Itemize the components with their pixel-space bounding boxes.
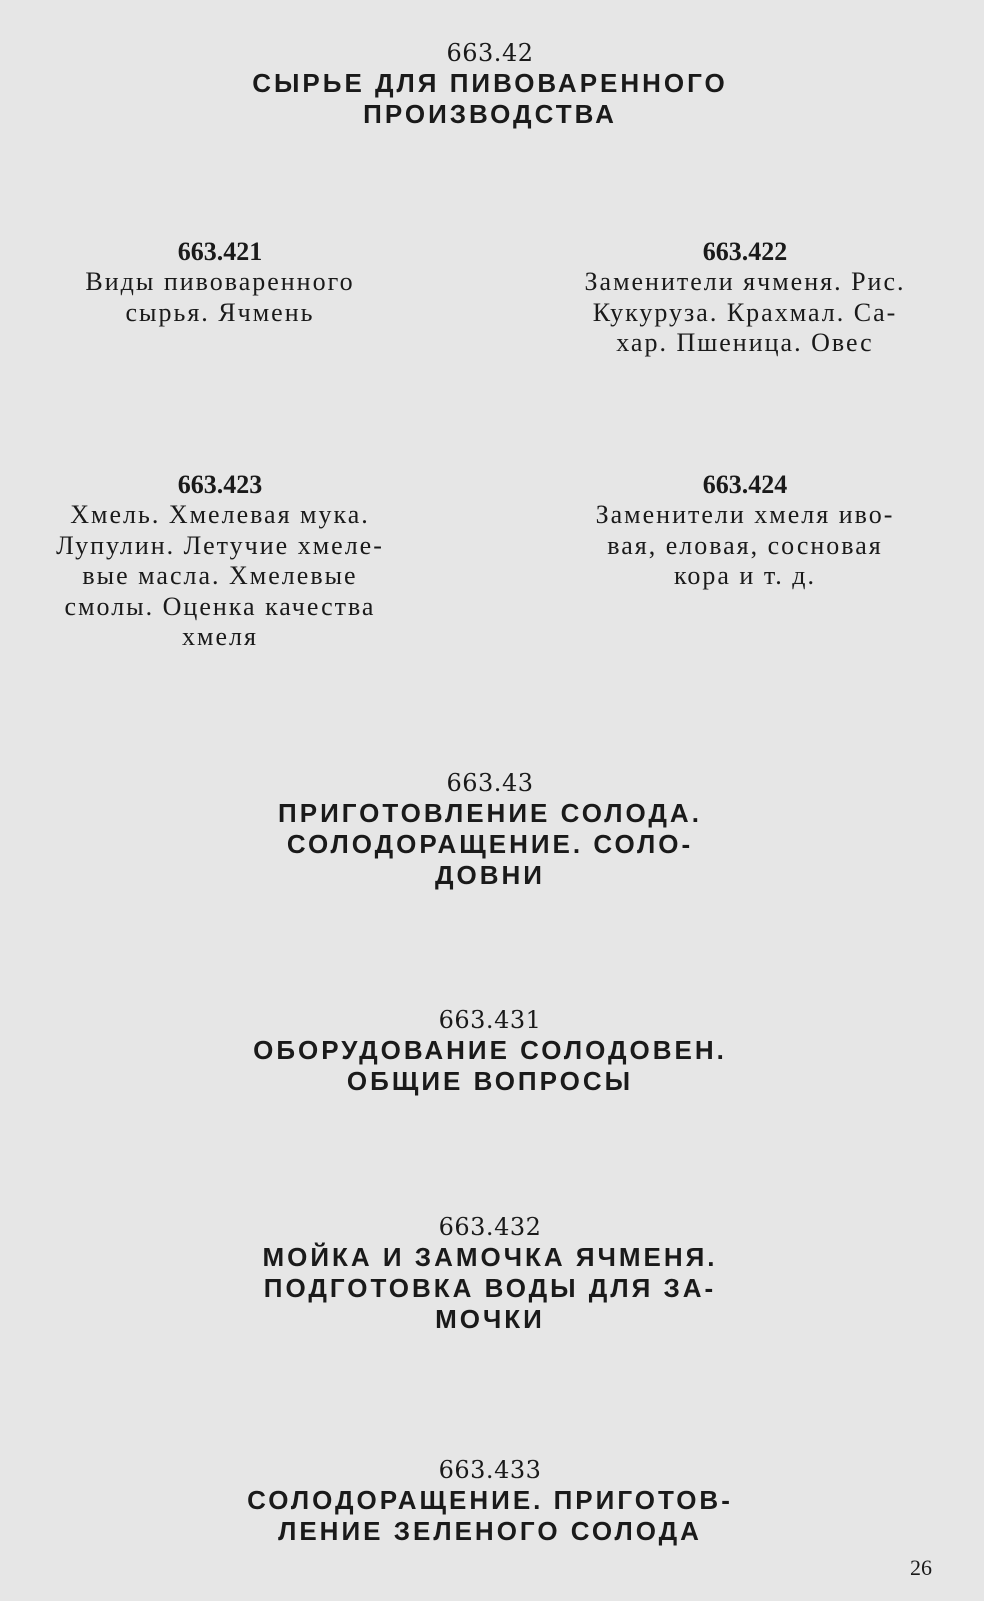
section-663-43 [140,768,840,891]
section-663-432 [140,1212,840,1335]
section-title-line: ПРИГОТОВЛЕНИЕ СОЛОДА. [278,798,702,828]
subsection-text-line: хмеля [182,622,258,651]
subsection-text-line: Хмель. Хмелевая мука. [70,500,370,529]
section-title-line: ОБЩИЕ ВОПРОСЫ [346,1066,634,1096]
subsection-code: 663.423 [177,470,263,499]
section-title-line: ДОВНИ [435,860,545,890]
subsection-text-line: вая, еловая, сосновая [607,530,883,560]
section-663-433 [140,1455,840,1547]
section-code: 663.43 [446,769,534,797]
section-title-line: МОЙКА И ЗАМОЧКА ЯЧМЕНЯ. [262,1242,718,1272]
page-number: 26 [910,1555,932,1580]
subsection-text-line: вые масла. Хмелевые [82,561,358,590]
section-663-42 [140,38,840,130]
subsection-663-423 [20,470,420,653]
subsection-code: 663.424 [702,470,788,499]
subsection-text-line: Лупулин. Летучие хмеле- [56,530,384,560]
section-title-line: МОЧКИ [435,1304,545,1334]
subsection-text-line: Кукуруза. Крахмал. Са- [592,297,898,327]
subsection-code: 663.421 [177,237,263,266]
section-title-line: СЫРЬЕ ДЛЯ ПИВОВАРЕННОГО [252,68,728,98]
section-code: 663.433 [438,1456,542,1484]
section-code: 663.431 [438,1006,542,1034]
section-title-line: СОЛОДОРАЩЕНИЕ. СОЛО- [286,829,694,859]
subsection-663-424 [545,470,945,592]
section-title-line: ОБОРУДОВАНИЕ СОЛОДОВЕН. [253,1035,727,1065]
subsection-text-line: хар. Пшеница. Овес [616,328,874,357]
subsection-text-line: кора и т. д. [674,561,816,590]
subsection-text-line: смолы. Оценка качества [64,591,376,621]
subsection-text-line: Заменители ячменя. Рис. [584,267,906,296]
section-title-line: ПРОИЗВОДСТВА [363,99,617,129]
section-663-431 [140,1005,840,1097]
section-title-line: ПОДГОТОВКА ВОДЫ ДЛЯ ЗА- [263,1273,717,1303]
section-code: 663.42 [446,39,534,67]
section-code: 663.432 [438,1213,542,1241]
section-title-line: ЛЕНИЕ ЗЕЛЕНОГО СОЛОДА [278,1516,702,1546]
section-title-line: СОЛОДОРАЩЕНИЕ. ПРИГОТОВ- [247,1485,733,1515]
subsection-code: 663.422 [702,237,788,266]
subsection-text-line: сырья. Ячмень [125,297,315,327]
subsection-663-421 [20,237,420,328]
subsection-text-line: Заменители хмеля иво- [595,500,895,529]
subsection-text-line: Виды пивоваренного [85,267,355,296]
subsection-663-422 [545,237,945,359]
